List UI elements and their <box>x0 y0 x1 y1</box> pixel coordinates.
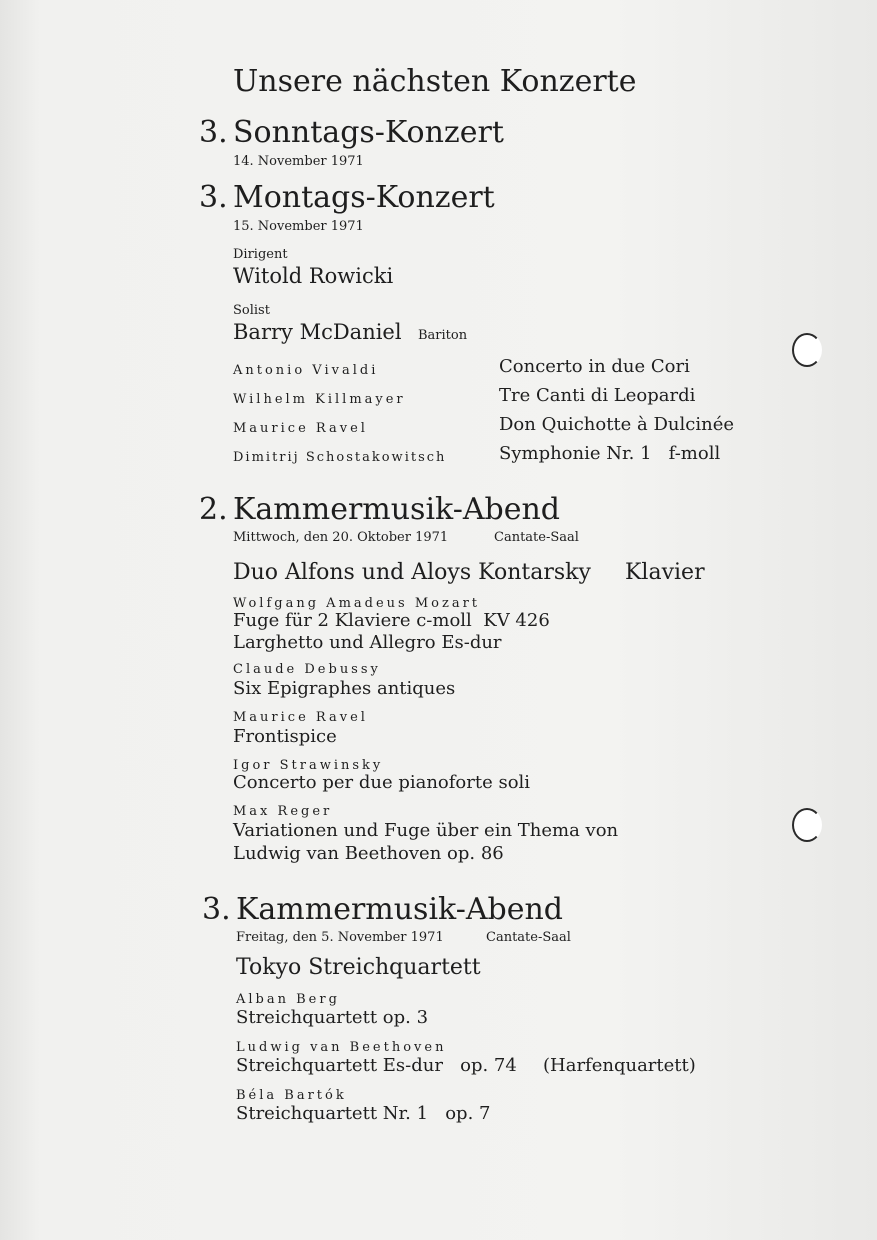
chamber-3-name: Kammermusik-Abend <box>236 892 563 927</box>
program-work: Don Quichotte à Dulcinée <box>499 414 735 435</box>
conductor-label: Dirigent <box>233 247 288 262</box>
chamber-2-name: Kammermusik-Abend <box>233 492 560 527</box>
chamber-2-date: Mittwoch, den 20. Oktober 1971 <box>233 530 449 545</box>
program-composer: Maurice Ravel <box>233 421 368 436</box>
program-composer: Alban Berg <box>236 992 340 1007</box>
concert-a-number: 3. <box>199 115 228 150</box>
program-note: (Harfenquartett) <box>543 1055 696 1076</box>
program-work: Concerto per due pianoforte soli <box>233 772 531 793</box>
page-title: Unsere nächsten Konzerte <box>233 64 637 99</box>
chamber-3-venue: Cantate-Saal <box>486 930 571 945</box>
program-work: Ludwig van Beethoven op. 86 <box>233 843 504 864</box>
program-work: Larghetto und Allegro Es-dur <box>233 632 502 653</box>
program-work: Streichquartett op. 3 <box>236 1007 429 1028</box>
concert-b-number: 3. <box>199 180 228 215</box>
program-composer: Antonio Vivaldi <box>233 363 379 378</box>
program-work: Symphonie Nr. 1 f-moll <box>499 443 721 464</box>
concert-b-name: Montags-Konzert <box>233 180 495 215</box>
program-work: Fuge für 2 Klaviere c-moll KV 426 <box>233 610 550 631</box>
program-composer: Claude Debussy <box>233 662 381 677</box>
program-composer: Igor Strawinsky <box>233 758 384 773</box>
soloist-voice: Bariton <box>418 328 468 343</box>
chamber-3-number: 3. <box>202 892 231 927</box>
program-composer: Wolfgang Amadeus Mozart <box>233 596 481 611</box>
punch-hole-bottom <box>792 808 822 842</box>
program-work: Variationen und Fuge über ein Thema von <box>233 820 619 841</box>
program-work: Streichquartett Nr. 1 op. 7 <box>236 1103 491 1124</box>
chamber-3-ensemble: Tokyo Streichquartett <box>236 955 481 980</box>
concert-a-name: Sonntags-Konzert <box>233 115 504 150</box>
soloist-name: Barry McDaniel <box>233 320 402 344</box>
punch-hole-top <box>792 333 822 367</box>
program-work: Six Epigraphes antiques <box>233 678 456 699</box>
program-work: Tre Canti di Leopardi <box>499 385 696 406</box>
program-work: Streichquartett Es-dur op. 74 <box>236 1055 517 1076</box>
program-composer: Max Reger <box>233 804 333 819</box>
concert-a-date: 14. November 1971 <box>233 154 364 169</box>
chamber-3-date: Freitag, den 5. November 1971 <box>236 930 444 945</box>
concert-b-date: 15. November 1971 <box>233 219 364 234</box>
soloist-label: Solist <box>233 303 270 318</box>
chamber-2-number: 2. <box>199 492 228 527</box>
chamber-2-instrument: Klavier <box>625 560 705 585</box>
chamber-2-venue: Cantate-Saal <box>494 530 579 545</box>
program-composer: Béla Bartók <box>236 1088 347 1103</box>
program-work: Frontispice <box>233 726 337 747</box>
program-composer: Maurice Ravel <box>233 710 368 725</box>
program-composer: Dimitrij Schostakowitsch <box>233 450 447 465</box>
program-composer: Ludwig van Beethoven <box>236 1040 447 1055</box>
program-composer: Wilhelm Killmayer <box>233 392 406 407</box>
chamber-2-ensemble: Duo Alfons und Aloys Kontarsky <box>233 560 591 585</box>
program-work: Concerto in due Cori <box>499 356 690 377</box>
conductor-name: Witold Rowicki <box>233 264 394 288</box>
